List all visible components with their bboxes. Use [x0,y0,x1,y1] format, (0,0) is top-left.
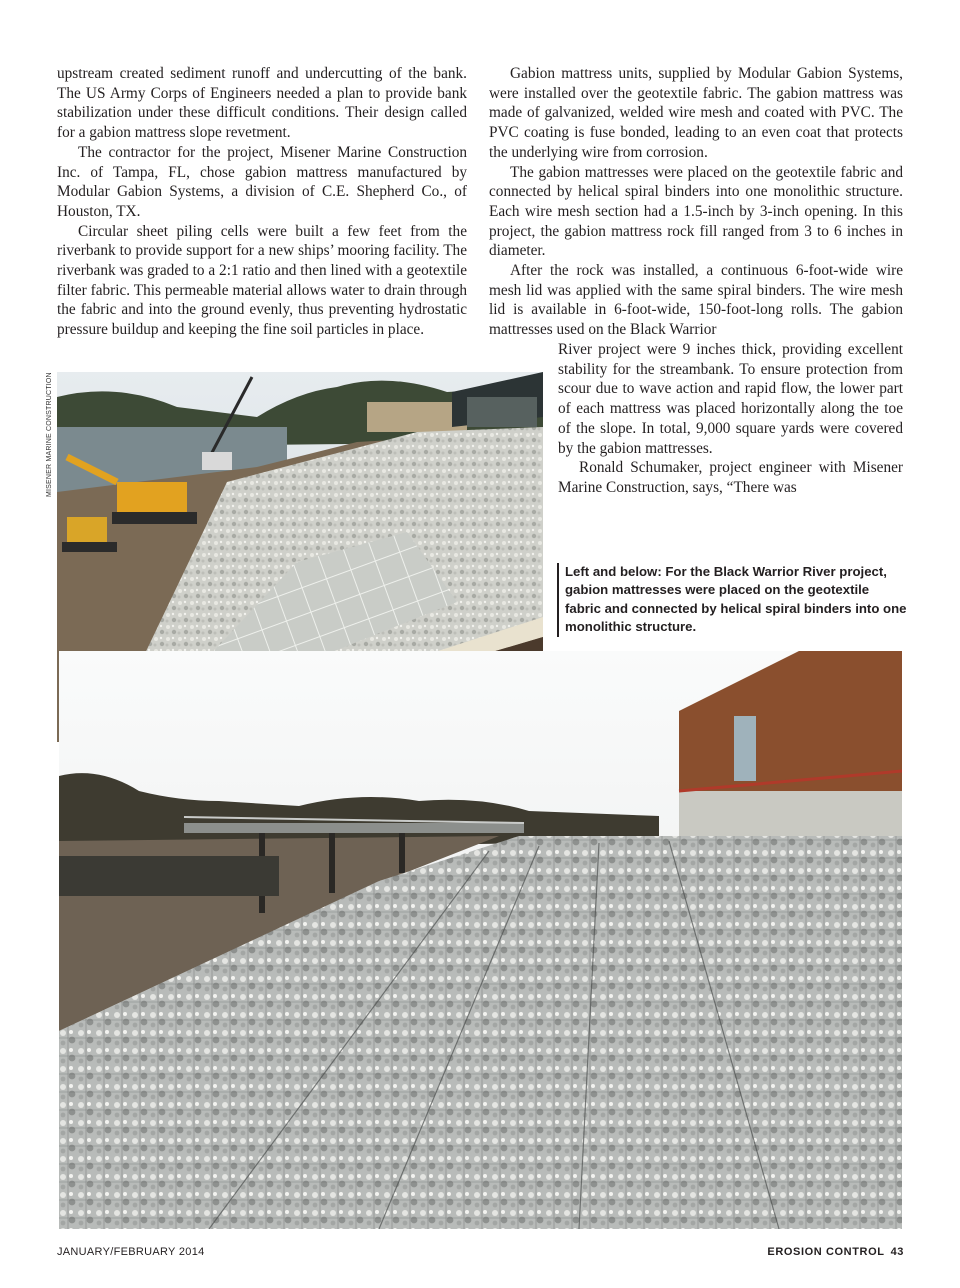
article-column-left [57,64,467,340]
paragraph: The contractor for the project, Misener Marine Construction Inc. of Tampa, FL, chose gabion mattress manufactured by Modular Gabion Systems, a division of C.E. Shepherd Co., of Houston, TX. [57,143,467,220]
footer-issue-date: JANUARY/FEBRUARY 2014 [57,1246,205,1258]
article-column-right [489,64,903,340]
paragraph: After the rock was installed, a continuous 6-foot-wide wire mesh lid was applied with the same spiral binders. The wire mesh lid is available in 6-foot-wide, 150-foot-long rolls. The gabion mattresses used on the Black Warrior [489,262,903,339]
photo-gabion-slope [59,651,902,1229]
paragraph: Circular sheet piling cells were built a few feet from the riverbank to provide support for a new ships’ mooring facility. The riverbank was graded to a 2:1 ratio and then lined with a geotextile filter fabric. This permeable material allows water to drain through the fabric and into the ground evenly, thus preventing hydrostatic pressure buildup and keeping the fine soil particles in place. [57,222,467,339]
footer-publication [767,1246,904,1258]
paragraph: upstream created sediment runoff and undercutting of the bank. The US Army Corps of Engineers needed a plan to provide bank stabilization under these difficult conditions. Their design called for a gabion mattress slope revetment. [57,65,467,142]
paragraph: Ronald Schumaker, project engineer with Misener Marine Construction, says, “There was [558,459,903,496]
paragraph: River project were 9 inches thick, providing excellent stability for the streambank. To ensure protection from scour due to wave action and rapid flow, the lower part of each mattress was placed horizontally along the toe of the slope. In total, 9,000 square yards were covered by the gabion mattresses. [558,341,903,457]
paragraph: The gabion mattresses were placed on the geotextile fabric and connected by helical spiral binders into one monolithic structure. Each wire mesh section had a 1.5-inch by 3-inch opening. In this project, the gabion mattress rock fill ranged from 3 to 6 inches in diameter. [489,163,903,260]
paragraph: Gabion mattress units, supplied by Modular Gabion Systems, were installed over the geotextile fabric. The gabion mattress was made of galvanized, welded wire mesh and coated with PVC. The PVC coating is fuse bonded, leading to an even coat that protects the underlying wire from corrosion. [489,65,903,161]
page-number: 43 [890,1246,904,1258]
magazine-name: EROSION CONTROL [767,1246,885,1258]
photo-caption: Left and below: For the Black Warrior River project, gabion mattresses were placed on the geotextile fabric and connected by helical spiral binders into one monolithic structure. [557,563,907,637]
photo-credit: MISENER MARINE CONSTRUCTION [46,372,53,497]
article-column-right-wrap [558,340,903,498]
